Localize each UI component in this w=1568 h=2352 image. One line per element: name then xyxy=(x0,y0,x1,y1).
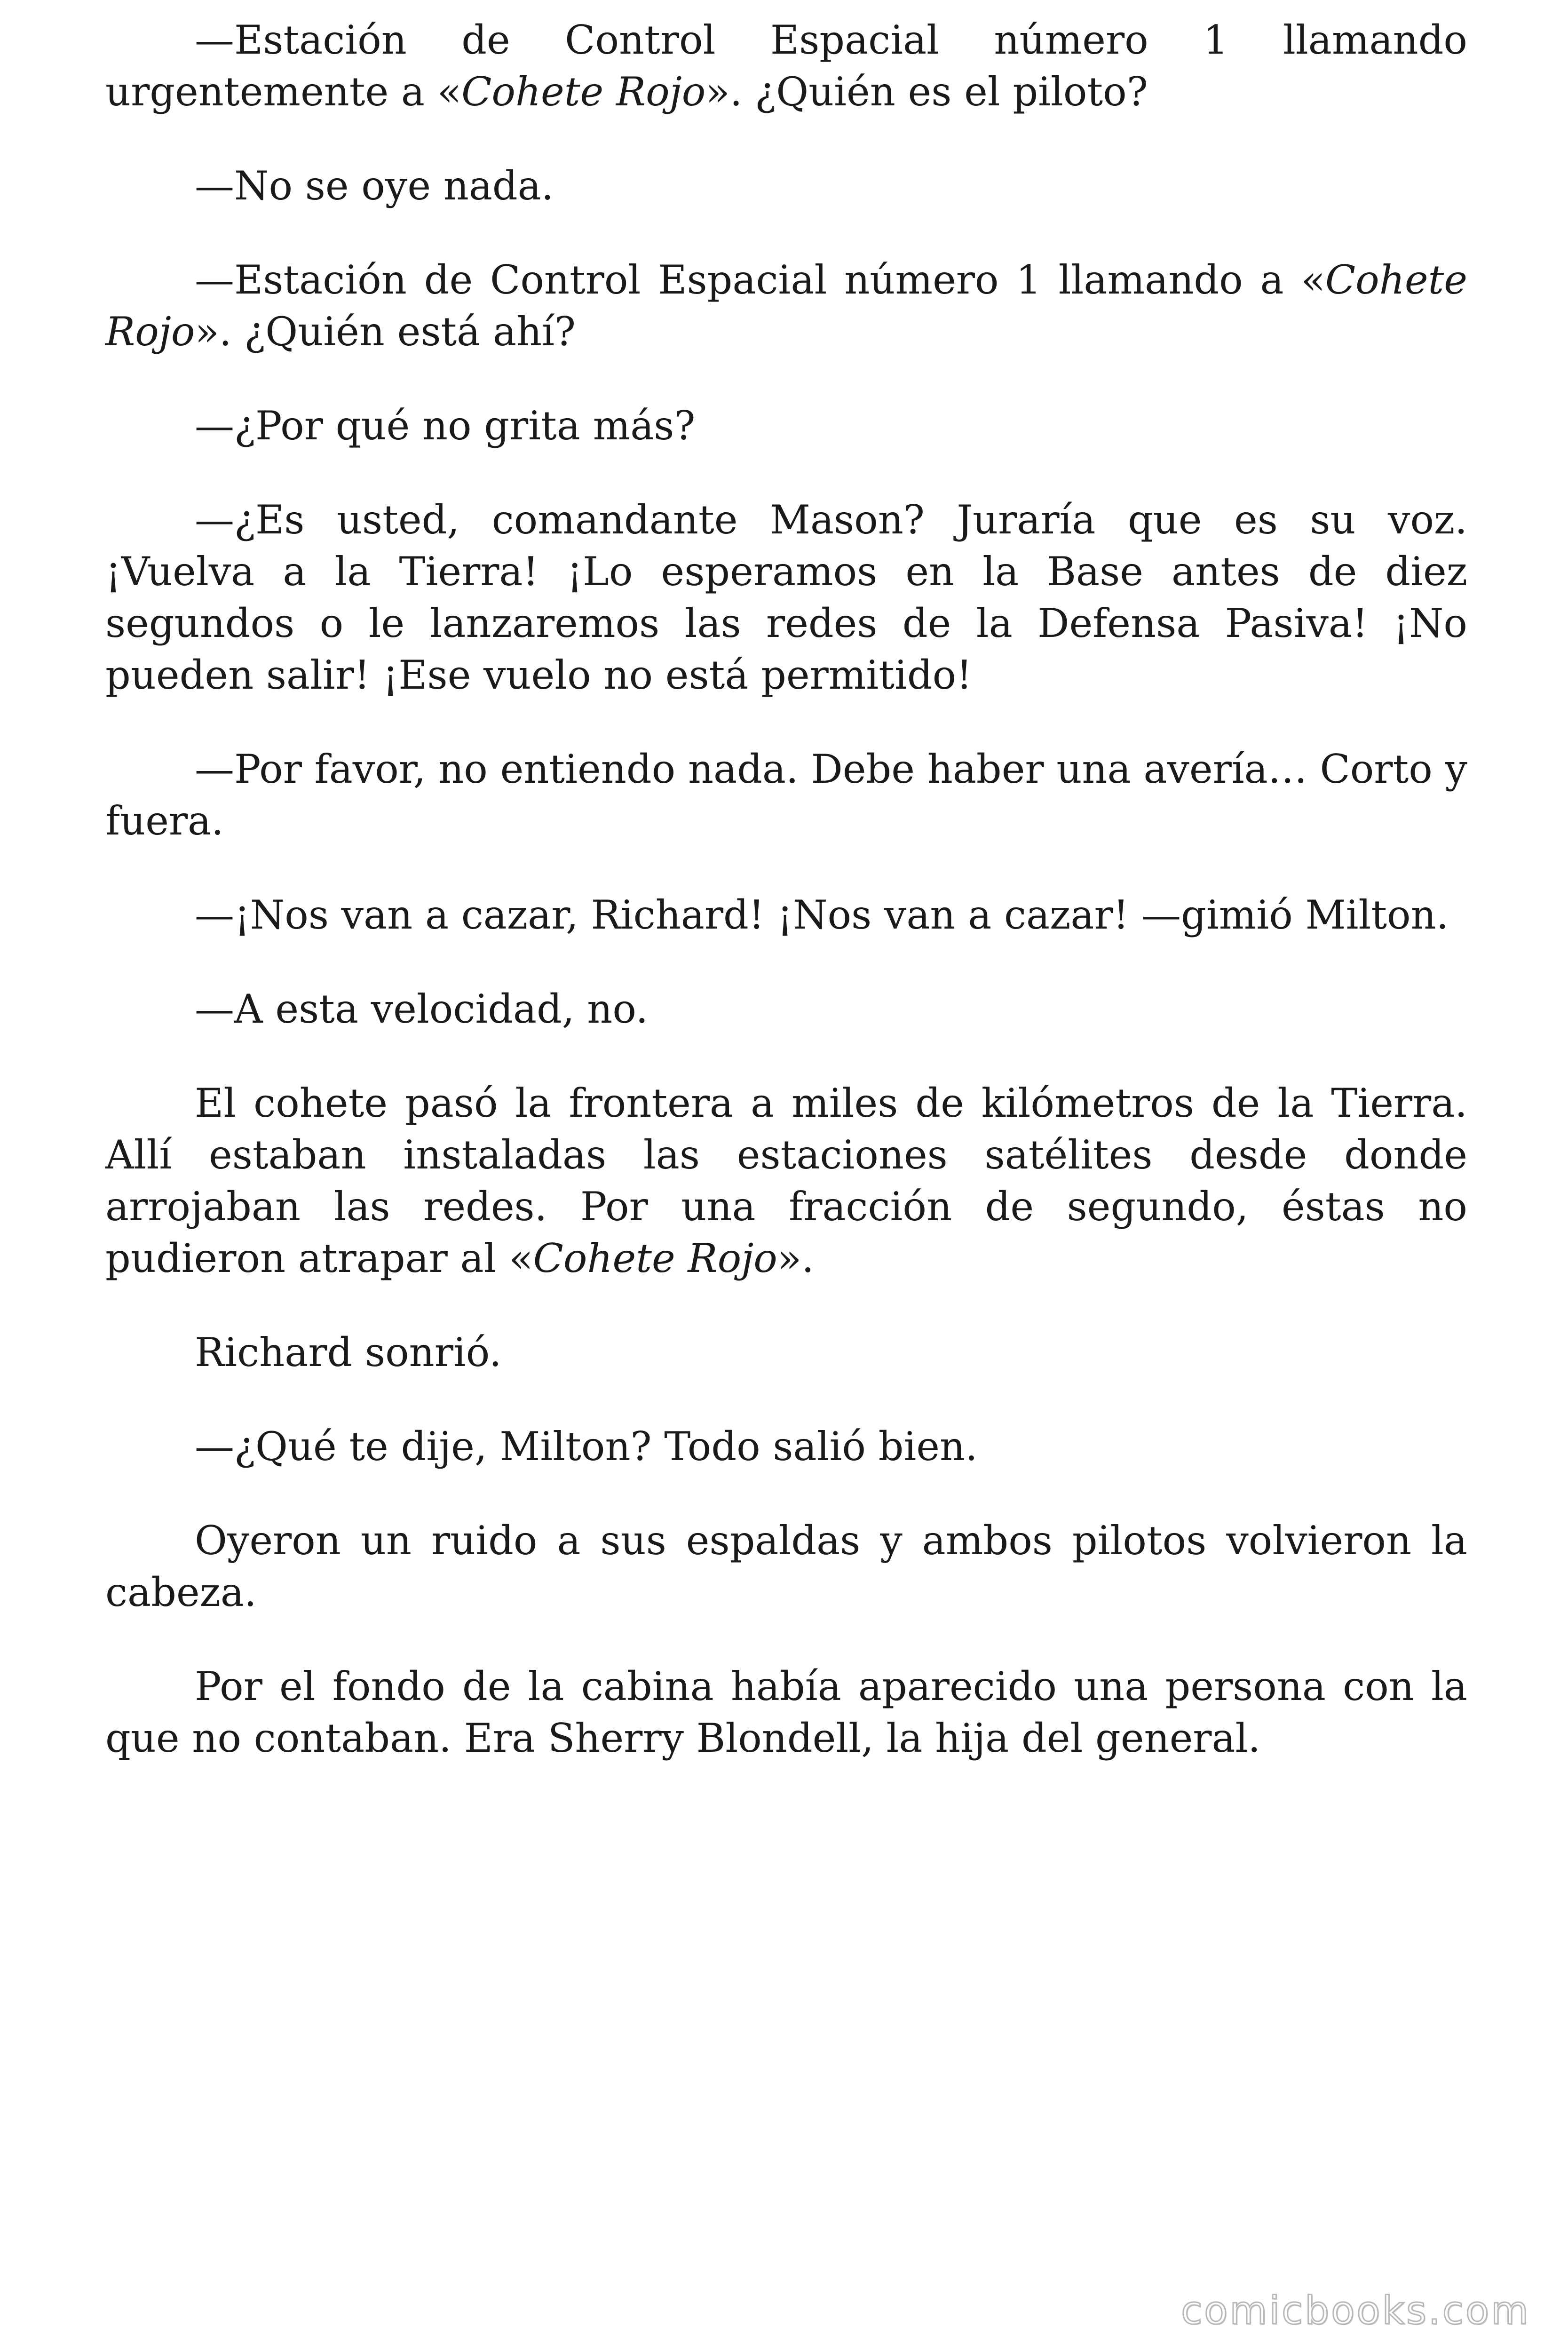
paragraph xyxy=(105,254,1467,358)
paragraph xyxy=(105,160,1467,212)
text-run: El cohete pasó la frontera a miles de kilómetros de la Tierra. Allí estaban instaladas las estaciones satélites desde donde arrojaban las redes. Por una fracción de segundo, éstas no pudieron atrapar al « xyxy=(105,1080,1467,1281)
watermark: comicbooks.com xyxy=(1181,2288,1530,2333)
text-run: ». xyxy=(777,1235,814,1281)
text-run: Richard sonrió. xyxy=(195,1329,502,1375)
paragraph xyxy=(105,1661,1467,1764)
text-run: —¿Por qué no grita más? xyxy=(195,403,696,449)
text-run: —Por favor, no entiendo nada. Debe haber una avería… Corto y fuera. xyxy=(105,746,1467,844)
text-run: ». ¿Quién es el piloto? xyxy=(705,69,1148,115)
text-run: —A esta velocidad, no. xyxy=(195,986,649,1032)
paragraph xyxy=(105,743,1467,847)
text-run: —Estación de Control Espacial número 1 llamando urgentemente a « xyxy=(105,17,1467,115)
paragraph xyxy=(105,889,1467,941)
paragraph xyxy=(105,494,1467,701)
italic-title: Cohete Rojo xyxy=(533,1235,777,1281)
paragraph xyxy=(105,14,1467,118)
italic-title: Cohete Rojo xyxy=(105,257,1467,355)
text-run: Por el fondo de la cabina había aparecido una persona con la que no contaban. Era Sherry Blondell, la hija del general. xyxy=(105,1663,1467,1761)
paragraph xyxy=(105,1515,1467,1618)
paragraph xyxy=(105,983,1467,1035)
text-run: ». ¿Quién está ahí? xyxy=(195,309,576,355)
paragraph xyxy=(105,1421,1467,1472)
text-run: —Estación de Control Espacial número 1 llamando a « xyxy=(195,257,1325,303)
paragraph xyxy=(105,1077,1467,1284)
italic-title: Cohete Rojo xyxy=(461,69,706,115)
page-body xyxy=(105,14,1467,1806)
text-run: —No se oye nada. xyxy=(195,163,554,209)
text-run: —¡Nos van a cazar, Richard! ¡Nos van a cazar! —gimió Milton. xyxy=(195,892,1449,938)
text-run: Oyeron un ruido a sus espaldas y ambos pilotos volvieron la cabeza. xyxy=(105,1518,1467,1615)
paragraph xyxy=(105,1327,1467,1378)
paragraph xyxy=(105,400,1467,452)
text-run: —¿Qué te dije, Milton? Todo salió bien. xyxy=(195,1423,978,1470)
text-run: —¿Es usted, comandante Mason? Juraría que es su voz. ¡Vuelva a la Tierra! ¡Lo esperamos en la Base antes de diez segundos o le lanzaremos las redes de la Defensa Pasiva! ¡No pueden salir! ¡Ese vuelo no está permitido! xyxy=(105,497,1467,698)
